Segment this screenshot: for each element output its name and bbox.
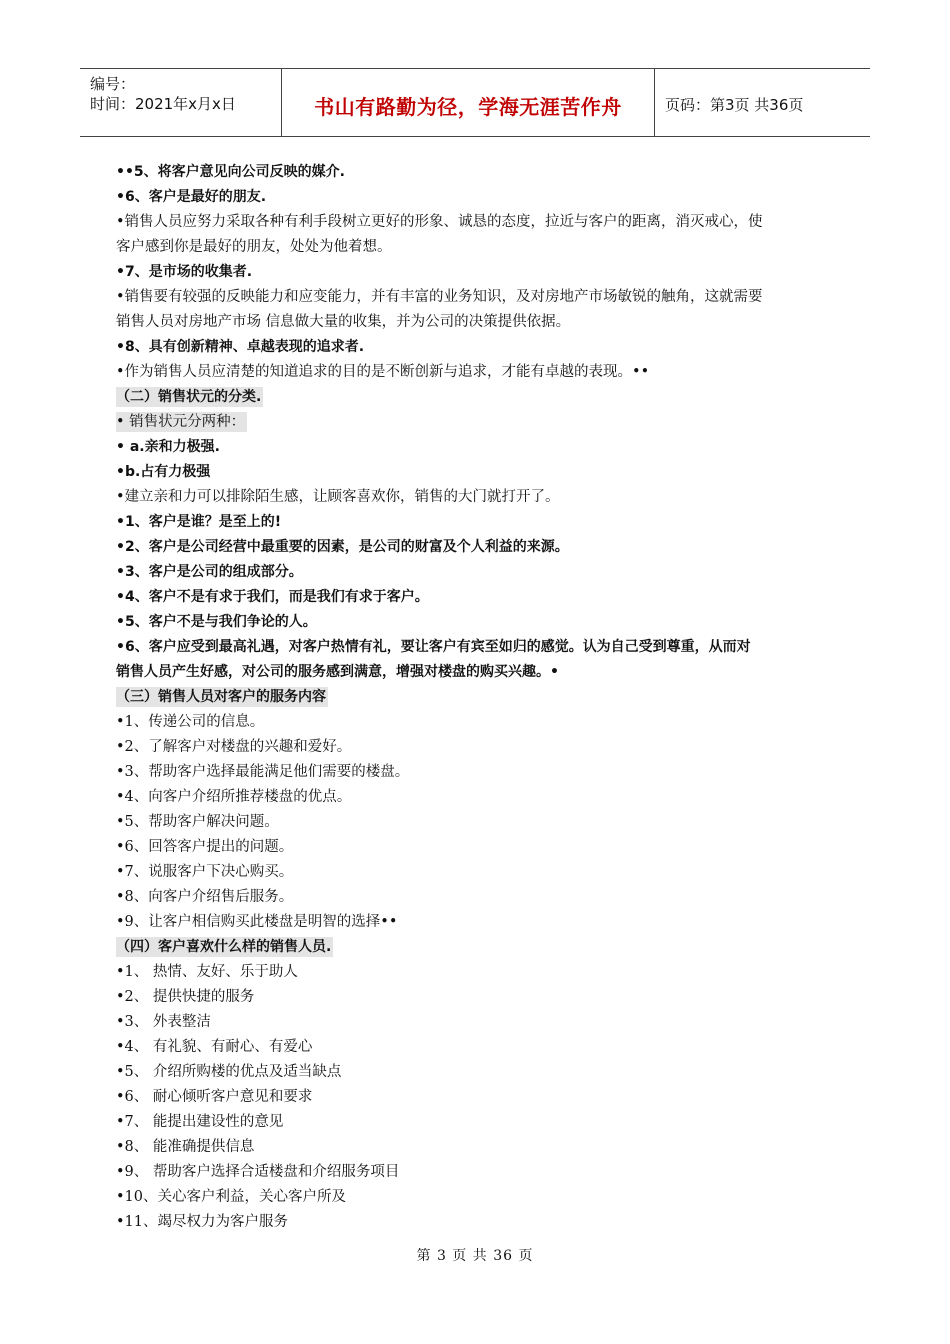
text-line	[116, 510, 836, 535]
text-line-content: •销售人员应努力采取各种有利手段树立更好的形象、诚恳的态度，拉近与客户的距离，消灭戒心，使	[116, 214, 763, 230]
text-line-content: •8、向客户介绍售后服务。	[116, 889, 294, 905]
section-heading	[116, 410, 836, 435]
text-line-content: 销售人员对房地产市场 信息做大量的收集，并为公司的决策提供依据。	[116, 314, 571, 330]
text-line	[116, 210, 836, 235]
text-line-content: •3、 外表整洁	[116, 1014, 211, 1030]
text-line	[116, 810, 836, 835]
text-line-content: •4、 有礼貌、有耐心、有爱心	[116, 1039, 313, 1055]
text-line	[116, 1110, 836, 1135]
text-line	[116, 660, 836, 685]
text-line-content: •10、关心客户利益，关心客户所及	[116, 1189, 347, 1205]
section-heading	[116, 385, 836, 410]
text-line-content: •5、 介绍所购楼的优点及适当缺点	[116, 1064, 342, 1080]
text-line-content: •2、了解客户对楼盘的兴趣和爱好。	[116, 739, 352, 755]
text-line-content: （三）销售人员对客户的服务内容	[116, 689, 326, 705]
text-line-content: •8、 能准确提供信息	[116, 1139, 255, 1155]
text-line	[116, 1210, 836, 1235]
text-line	[116, 585, 836, 610]
text-line	[116, 910, 836, 935]
text-line	[116, 885, 836, 910]
text-line-content: •11、竭尽权力为客户服务	[116, 1214, 289, 1230]
text-line	[116, 185, 836, 210]
text-line	[116, 160, 836, 185]
text-line-content: • a.亲和力极强.	[116, 439, 220, 455]
text-line	[116, 610, 836, 635]
text-line-content: •1、客户是谁？是至上的!	[116, 514, 282, 530]
text-line-content: •7、 能提出建设性的意见	[116, 1114, 284, 1130]
page-footer: 第 3 页 共 36 页	[416, 1248, 534, 1264]
section-heading	[116, 935, 836, 960]
text-line-content: •3、客户是公司的组成部分。	[116, 564, 303, 580]
text-line	[116, 1060, 836, 1085]
text-line	[116, 485, 836, 510]
text-line	[116, 285, 836, 310]
text-line-content: •6、 耐心倾听客户意见和要求	[116, 1089, 313, 1105]
section-heading	[116, 685, 836, 710]
text-line	[116, 1135, 836, 1160]
text-line-content: •b.占有力极强	[116, 464, 211, 480]
text-line	[116, 835, 836, 860]
text-line	[116, 335, 836, 360]
header-page-info: 页码：第3页 共36页	[665, 96, 804, 114]
text-line-content: • 销售状元分两种：	[116, 414, 246, 430]
text-line	[116, 710, 836, 735]
text-line	[116, 760, 836, 785]
text-line	[116, 960, 836, 985]
text-line-content: •2、 提供快捷的服务	[116, 989, 255, 1005]
text-line	[116, 535, 836, 560]
text-line	[116, 310, 836, 335]
text-line	[116, 260, 836, 285]
text-line	[116, 360, 836, 385]
text-line-content: •4、客户不是有求于我们，而是我们有求于客户。	[116, 589, 429, 605]
text-line	[116, 735, 836, 760]
text-line-content: •6、客户应受到最高礼遇，对客户热情有礼，要让客户有宾至如归的感觉。认为自己受到尊重，从而对	[116, 639, 751, 655]
text-line-content: ••5、将客户意见向公司反映的媒介.	[116, 164, 345, 180]
text-line	[116, 1010, 836, 1035]
header-motto: 书山有路勤为径，学海无涯苦作舟	[314, 95, 622, 119]
text-line-content: •9、 帮助客户选择合适楼盘和介绍服务项目	[116, 1164, 400, 1180]
text-line	[116, 235, 836, 260]
header-page-cell	[655, 69, 870, 136]
text-line-content: 客户感到你是最好的朋友，处处为他着想。	[116, 239, 392, 255]
text-line	[116, 1185, 836, 1210]
text-line	[116, 1160, 836, 1185]
text-line	[116, 460, 836, 485]
text-line	[116, 560, 836, 585]
text-line	[116, 785, 836, 810]
text-line-content: •1、传递公司的信息。	[116, 714, 265, 730]
text-line-content: •作为销售人员应清楚的知道追求的目的是不断创新与追求，才能有卓越的表现。••	[116, 364, 650, 380]
text-line	[116, 635, 836, 660]
text-line-content: •6、回答客户提出的问题。	[116, 839, 294, 855]
text-line-content: •3、帮助客户选择最能满足他们需要的楼盘。	[116, 764, 410, 780]
text-line-content: •1、 热情、友好、乐于助人	[116, 964, 298, 980]
text-line-content: •7、说服客户下决心购买。	[116, 864, 294, 880]
text-line	[116, 860, 836, 885]
text-line-content: •5、帮助客户解决问题。	[116, 814, 279, 830]
text-line-content: （四）客户喜欢什么样的销售人员.	[116, 939, 332, 955]
header-meta-cell	[80, 69, 282, 136]
text-line-content: （二）销售状元的分类.	[116, 389, 262, 405]
text-line-content: •建立亲和力可以排除陌生感，让顾客喜欢你，销售的大门就打开了。	[116, 489, 560, 505]
document-time-label: 时间：2021年x月x日	[90, 95, 236, 113]
document-number-label: 编号：	[90, 75, 136, 93]
text-line-content: •销售要有较强的反映能力和应变能力，并有丰富的业务知识，及对房地产市场敏锐的触角，这就需要	[116, 289, 763, 305]
text-line	[116, 1035, 836, 1060]
text-line-content: 销售人员产生好感，对公司的服务感到满意，增强对楼盘的购买兴趣。•	[116, 664, 559, 680]
text-line-content: •4、向客户介绍所推荐楼盘的优点。	[116, 789, 352, 805]
text-line-content: •5、客户不是与我们争论的人。	[116, 614, 317, 630]
document-body	[116, 160, 836, 1235]
text-line	[116, 985, 836, 1010]
text-line-content: •6、客户是最好的朋友.	[116, 189, 267, 205]
text-line-content: •8、具有创新精神、卓越表现的追求者.	[116, 339, 365, 355]
page-header	[80, 68, 870, 137]
text-line-content: •7、是市场的收集者.	[116, 264, 253, 280]
text-line-content: •9、让客户相信购买此楼盘是明智的选择••	[116, 914, 398, 930]
header-motto-cell	[282, 69, 655, 136]
text-line	[116, 1085, 836, 1110]
text-line-content: •2、客户是公司经营中最重要的因素，是公司的财富及个人利益的来源。	[116, 539, 569, 555]
text-line	[116, 435, 836, 460]
